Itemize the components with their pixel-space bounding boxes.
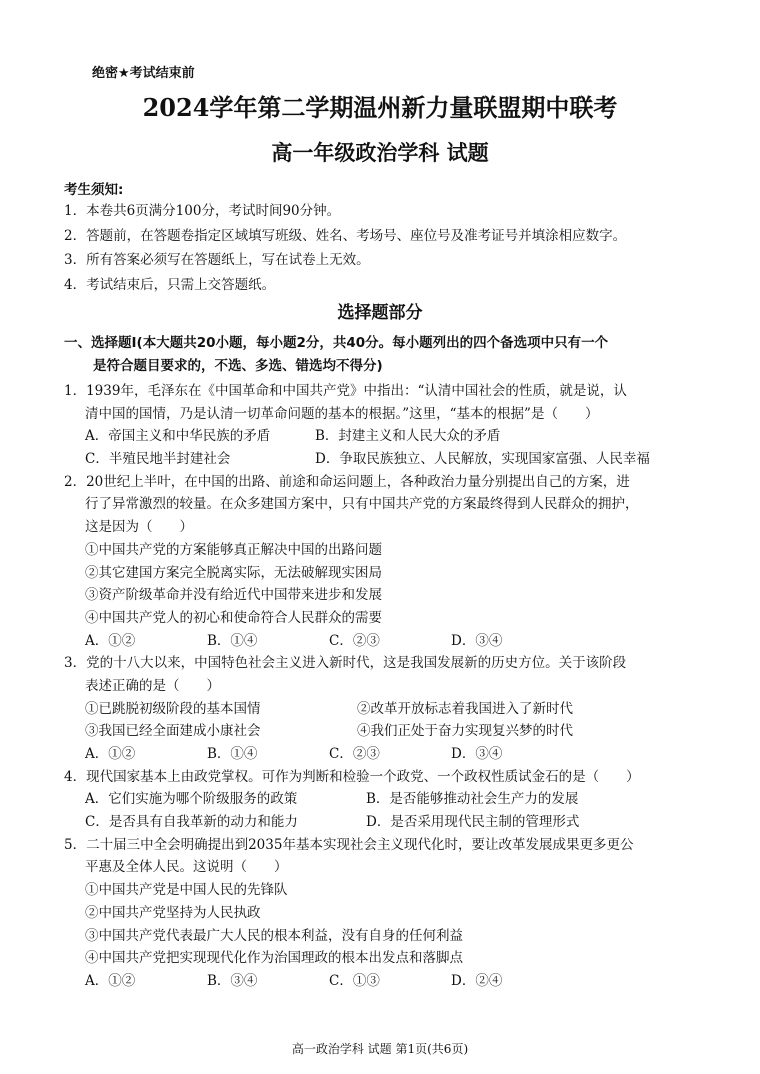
- option: B．封建主义和人民大众的矛盾: [315, 428, 501, 445]
- option-row: [64, 970, 714, 993]
- option: B．是否能够推动社会生产力的发展: [366, 791, 579, 808]
- option: B．①④: [207, 632, 258, 649]
- part-heading-line: 是符合题目要求的，不选、多选、错选均不得分): [93, 358, 383, 374]
- option: D．是否采用现代民主制的管理形式: [366, 814, 580, 831]
- option: D．③④: [451, 746, 503, 762]
- question-3: [64, 652, 714, 765]
- option-row: [64, 788, 714, 811]
- question-1: [64, 380, 714, 471]
- question-2: [64, 471, 714, 653]
- option: C．半殖民地半封建社会: [85, 451, 231, 468]
- option: A．①②: [85, 972, 136, 989]
- option: B．①④: [207, 746, 258, 762]
- statement: ①中国共产党的方案能够真正解决中国的出路问题: [85, 541, 382, 558]
- option: B．③④: [207, 972, 258, 989]
- exam-subtitle: 高一年级政治学科 试题: [271, 140, 489, 165]
- option-row: [64, 743, 714, 766]
- option: A．①②: [85, 632, 136, 649]
- question-stem: 1．1939年，毛泽东在《中国革命和中国共产党》中指出：“认清中国社会的性质，就是说，认: [64, 383, 627, 399]
- option: C．是否具有自我革新的动力和能力: [85, 814, 298, 831]
- statement: ④中国共产党人的初心和使命符合人民群众的需要: [85, 609, 382, 626]
- statement: ④我们正处于奋力实现复兴梦的时代: [357, 723, 573, 740]
- statement: ③资产阶级革命并没有给近代中国带来进步和发展: [85, 587, 382, 604]
- statement-row: [64, 720, 714, 743]
- question-stem: 5．二十届三中全会明确提出到2035年基本实现社会主义现代化时，要让改革发展成果更多更公: [64, 836, 634, 853]
- question-stem: 清中国的国情，乃是认清一切革命问题的基本的根据。”这里，“基本的根据”是（ ）: [85, 405, 599, 422]
- option: A．①②: [85, 746, 136, 762]
- notice-heading: 考生须知:: [64, 182, 124, 198]
- statement: ②其它建国方案完全脱离实际，无法破解现实困局: [85, 564, 382, 581]
- page-footer: 高一政治学科 试题 第1页(共6页): [291, 1042, 469, 1056]
- option: D．争取民族独立、人民解放，实现国家富强、人民幸福: [315, 451, 650, 468]
- question-stem: 平惠及全体人民。这说明（ ）: [85, 859, 288, 876]
- option: A．帝国主义和中华民族的矛盾: [85, 428, 271, 445]
- option: C．②③: [329, 632, 380, 649]
- option: D．②④: [451, 972, 503, 989]
- exam-title: 2024学年第二学期温州新力量联盟期中联考: [142, 93, 618, 122]
- statement: ③中国共产党代表最广大人民的根本利益，没有自身的任何利益: [85, 927, 463, 944]
- notice-item: 2．答题前，在答题卷指定区域填写班级、姓名、考场号、座位号及准考证号并填涂相应数字。: [64, 227, 627, 244]
- question-stem: 3．党的十八大以来，中国特色社会主义进入新时代，这是我国发展新的历史方位。关于该阶段: [64, 655, 627, 672]
- option: A．它们实施为哪个阶级服务的政策: [85, 791, 298, 808]
- question-stem: 表述正确的是（ ）: [85, 677, 220, 694]
- statement: ①已跳脱初级阶段的基本国情: [85, 700, 261, 717]
- statement: ③我国已经全面建成小康社会: [85, 723, 261, 740]
- statement: ②改革开放标志着我国进入了新时代: [357, 700, 573, 717]
- section-title: 选择题部分: [337, 303, 423, 323]
- question-list: [64, 380, 714, 993]
- option: C．②③: [329, 746, 380, 762]
- question-stem: 2．20世纪上半叶，在中国的出路、前途和命运问题上，各种政治力量分别提出自己的方案，进: [64, 473, 630, 490]
- question-stem: 行了异常激烈的较量。在众多建国方案中，只有中国共产党的方案最终得到人民群众的拥护，: [85, 496, 639, 513]
- statement: ①中国共产党是中国人民的先锋队: [85, 882, 288, 899]
- notice-item: 1．本卷共6页满分100分，考试时间90分钟。: [64, 203, 341, 219]
- question-stem: 这是因为（ ）: [85, 519, 193, 536]
- notice-item: 3．所有答案必须写在答题纸上，写在试卷上无效。: [64, 252, 370, 268]
- secret-label: 绝密★考试结束前: [92, 66, 195, 81]
- part-heading-line: 一、选择题Ⅰ(本大题共20小题，每小题2分，共40分。每小题列出的四个备选项中只有一个: [64, 335, 609, 351]
- option: D．③④: [451, 632, 503, 649]
- question-5: [64, 834, 714, 993]
- option-row: [64, 425, 714, 448]
- option-row: [64, 448, 714, 471]
- statement: ④中国共产党把实现现代化作为治国理政的根本出发点和落脚点: [85, 950, 463, 967]
- option-row: [64, 811, 714, 834]
- option: C．①③: [329, 972, 380, 989]
- option-row: [64, 630, 714, 653]
- notice-list: [64, 199, 714, 297]
- notice-item: 4．考试结束后，只需上交答题纸。: [64, 276, 276, 293]
- question-stem: 4．现代国家基本上由政党掌权。可作为判断和检验一个政党、一个政权性质试金石的是（ ）: [64, 768, 640, 785]
- part-heading: [64, 332, 714, 378]
- question-4: [64, 766, 714, 834]
- statement: ②中国共产党坚持为人民执政: [85, 904, 261, 921]
- statement-row: [64, 698, 714, 721]
